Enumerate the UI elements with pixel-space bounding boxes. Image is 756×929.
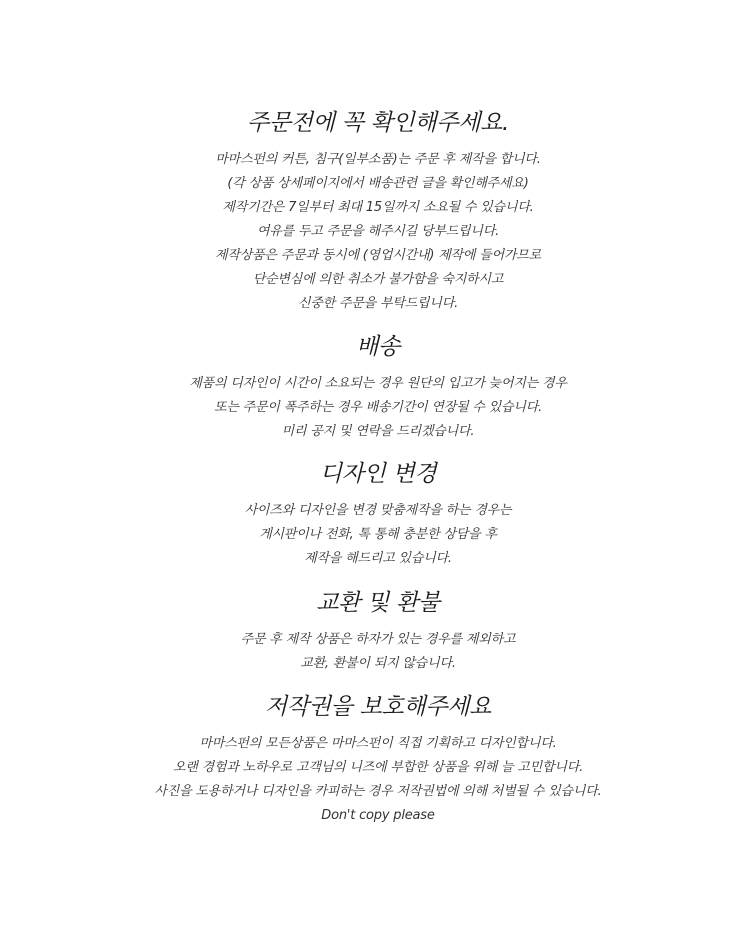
exchange-refund-line: 주문 후 제작 상품은 하자가 있는 경우를 제외하고 — [240, 632, 516, 647]
design-change-line: 게시판이나 전화, 톡 통해 충분한 상담을 후 — [259, 527, 497, 542]
section-order-notice — [0, 108, 756, 316]
section-exchange-refund — [0, 588, 756, 676]
copyright-line: 오랜 경험과 노하우로 고객님의 니즈에 부합한 상품을 위해 늘 고민합니다. — [172, 760, 584, 775]
delivery-line: 제품의 디자인이 시간이 소요되는 경우 원단의 입고가 늦어지는 경우 — [189, 376, 567, 391]
order-notice-line: 제작상품은 주문과 동시에 (영업시간내) 제작에 들어가므로 — [215, 248, 541, 263]
section-delivery — [0, 332, 756, 444]
exchange-refund-line: 교환, 환불이 되지 않습니다. — [300, 656, 456, 671]
order-notice-line: (각 상품 상세페이지에서 배송관련 글을 확인해주세요) — [227, 176, 529, 191]
copyright-body — [0, 732, 756, 828]
heading-design-change: 디자인 변경 — [319, 461, 437, 487]
copyright-line: Don't copy please — [321, 808, 435, 823]
design-change-body — [0, 499, 756, 571]
delivery-line: 미리 공지 및 연락을 드리겠습니다. — [281, 424, 475, 439]
delivery-line: 또는 주문이 폭주하는 경우 배송기간이 연장될 수 있습니다. — [213, 400, 543, 415]
design-change-line: 사이즈와 디자인을 변경 맞춤제작을 하는 경우는 — [244, 503, 512, 518]
copyright-line: 사진을 도용하거나 디자인을 카피하는 경우 저작권법에 의해 처벌될 수 있습니다. — [154, 784, 602, 799]
heading-order-notice: 주문전에 꼭 확인해주세요. — [246, 110, 510, 136]
heading-exchange-refund: 교환 및 환불 — [316, 590, 440, 616]
section-design-change — [0, 459, 756, 571]
heading-delivery: 배송 — [356, 334, 400, 360]
design-change-line: 제작을 해드리고 있습니다. — [304, 551, 452, 566]
order-notice-body — [0, 148, 756, 316]
copyright-line: 마마스펀의 모든상품은 마마스펀이 직접 기획하고 디자인합니다. — [199, 736, 557, 751]
order-notice-line: 제작기간은 7일부터 최대 15일까지 소요될 수 있습니다. — [222, 200, 534, 215]
delivery-body — [0, 372, 756, 444]
order-notice-line: 단순변심에 의한 취소가 불가함을 숙지하시고 — [252, 272, 504, 287]
order-notice-line: 마마스펀의 커튼, 침구(일부소품)는 주문 후 제작을 합니다. — [215, 152, 541, 167]
order-notice-line: 신중한 주문을 부탁드립니다. — [297, 296, 459, 311]
section-copyright — [0, 692, 756, 828]
exchange-refund-body — [0, 628, 756, 676]
order-notice-line: 여유를 두고 주문을 해주시길 당부드립니다. — [256, 224, 500, 239]
heading-copyright: 저작권을 보호해주세요 — [264, 694, 492, 720]
